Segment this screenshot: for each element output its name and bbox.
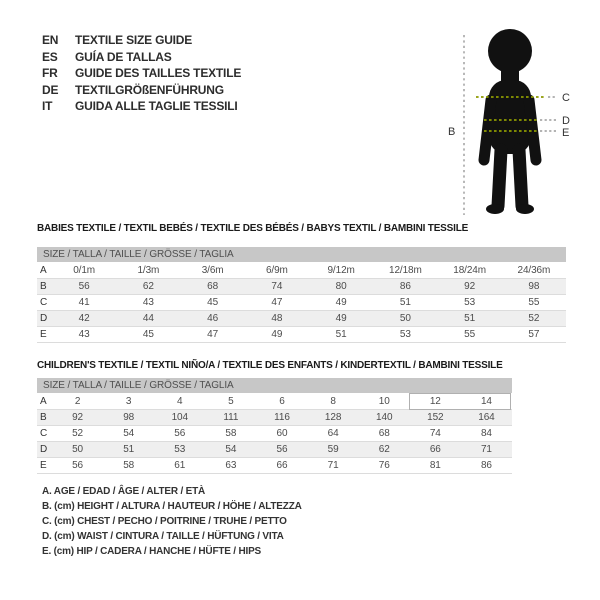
babies-table-rows xyxy=(37,263,566,343)
language-title-list xyxy=(42,32,241,115)
table-cell: 14 xyxy=(480,396,492,407)
table-cell: 42 xyxy=(78,313,90,324)
table-cell: 71 xyxy=(327,460,339,471)
table-cell: 6 xyxy=(279,396,285,407)
height-label: B xyxy=(448,126,456,138)
table-row-d xyxy=(37,311,566,327)
row-label: E xyxy=(40,329,47,340)
language-row-en xyxy=(42,32,241,49)
table-row-c xyxy=(37,426,512,442)
legend-chest: C. (cm) CHEST / PECHO / POITRINE / TRUHE / PETTO xyxy=(42,516,287,527)
table-row-a xyxy=(37,263,566,279)
table-cell: 80 xyxy=(335,281,347,292)
row-label: C xyxy=(40,428,48,439)
language-code: ES xyxy=(42,49,58,64)
table-cell: 53 xyxy=(399,329,411,340)
language-row-es xyxy=(42,49,241,66)
table-cell: 152 xyxy=(427,412,444,423)
table-cell: 48 xyxy=(271,313,283,324)
children-table-rows xyxy=(37,394,512,474)
table-cell: 86 xyxy=(399,281,411,292)
table-cell: 140 xyxy=(376,412,393,423)
table-cell: 43 xyxy=(142,297,154,308)
table-cell: 74 xyxy=(271,281,283,292)
table-cell: 128 xyxy=(324,412,342,423)
table-cell: 56 xyxy=(276,444,288,455)
row-label: C xyxy=(40,297,48,308)
table-cell: 98 xyxy=(528,281,540,292)
table-cell: 41 xyxy=(78,297,90,308)
table-cell: 164 xyxy=(478,412,495,423)
children-table-title: CHILDREN'S TEXTILE / TEXTIL NIÑO/A / TEXTILE DES ENFANTS / KINDERTEXTIL / BAMBINI TESSILE xyxy=(37,360,503,371)
table-cell: 9/12m xyxy=(327,265,355,276)
row-label: D xyxy=(40,313,48,324)
table-cell: 55 xyxy=(528,297,540,308)
table-cell: 10 xyxy=(378,396,390,407)
torso-shape xyxy=(489,80,531,154)
table-cell: 54 xyxy=(225,444,237,455)
table-cell: 81 xyxy=(429,460,441,471)
table-cell: 50 xyxy=(72,444,84,455)
table-cell: 104 xyxy=(171,412,188,423)
child-figure-svg xyxy=(440,18,596,220)
left-leg-shape xyxy=(498,150,501,206)
table-row-b xyxy=(37,410,512,426)
row-label: B xyxy=(40,281,47,292)
table-cell: 43 xyxy=(78,329,90,340)
language-code: IT xyxy=(42,99,53,114)
table-cell: 86 xyxy=(480,460,492,471)
left-foot-shape xyxy=(486,204,504,214)
right-leg-shape xyxy=(519,150,522,206)
row-label: B xyxy=(40,412,47,423)
table-cell: 4 xyxy=(177,396,183,407)
children-size-table xyxy=(37,378,512,474)
table-cell: 2 xyxy=(74,396,81,407)
table-cell: 58 xyxy=(123,460,135,471)
table-cell: 0/1m xyxy=(73,265,96,276)
table-cell: 66 xyxy=(276,460,288,471)
table-cell: 47 xyxy=(207,329,219,340)
language-code: DE xyxy=(42,82,59,97)
table-cell: 60 xyxy=(276,428,288,439)
table-cell: 116 xyxy=(274,412,290,423)
legend-hip: E. (cm) HIP / CADERA / HANCHE / HÜFTE / HIPS xyxy=(42,546,262,557)
table-row-e xyxy=(37,458,512,474)
language-row-fr xyxy=(42,65,241,82)
language-row-de xyxy=(42,82,241,99)
table-cell: 8 xyxy=(330,396,336,407)
table-cell: 44 xyxy=(142,313,154,324)
hip-label: E xyxy=(562,127,570,139)
table-cell: 55 xyxy=(464,329,476,340)
language-title: TEXTILGRÖßENFÜHRUNG xyxy=(75,82,224,97)
table-cell: 52 xyxy=(528,313,540,324)
language-title: GUIDA ALLE TAGLIE TESSILI xyxy=(75,99,238,114)
babies-table-header: SIZE / TALLA / TAILLE / GRÖSSE / TAGLIA xyxy=(37,247,566,263)
table-cell: 61 xyxy=(174,460,186,471)
babies-size-table xyxy=(37,247,566,343)
table-cell: 3/6m xyxy=(201,265,224,276)
head-shape xyxy=(488,29,532,73)
table-cell: 62 xyxy=(142,281,154,292)
table-row-b xyxy=(37,279,566,295)
language-title: GUIDE DES TAILLES TEXTILE xyxy=(75,66,242,81)
table-cell: 45 xyxy=(142,329,154,340)
language-row-it xyxy=(42,98,241,115)
table-cell: 46 xyxy=(207,313,219,324)
table-row-a xyxy=(37,394,512,410)
table-cell: 5 xyxy=(228,396,234,407)
left-arm-shape xyxy=(484,100,491,160)
row-label: D xyxy=(40,444,48,455)
table-row-d xyxy=(37,442,512,458)
table-cell: 53 xyxy=(464,297,476,308)
babies-table-title: BABIES TEXTILE / TEXTIL BEBÉS / TEXTILE DES BÉBÉS / BABYS TEXTIL / BAMBINI TESSILE xyxy=(37,223,469,234)
table-cell: 62 xyxy=(378,444,390,455)
table-cell: 12/18m xyxy=(388,265,422,276)
row-label: A xyxy=(40,265,47,276)
row-label: A xyxy=(40,396,47,407)
table-cell: 58 xyxy=(225,428,237,439)
table-cell: 6/9m xyxy=(265,265,288,276)
legend-waist: D. (cm) WAIST / CINTURA / TAILLE / HÜFTUNG / VITA xyxy=(42,531,284,542)
row-label: E xyxy=(40,460,47,471)
table-cell: 71 xyxy=(480,444,492,455)
table-cell: 51 xyxy=(335,329,347,340)
language-code: EN xyxy=(42,33,59,48)
right-foot-shape xyxy=(516,204,534,214)
table-row-c xyxy=(37,295,566,311)
table-cell: 18/24m xyxy=(453,265,486,276)
table-cell: 12 xyxy=(429,396,441,407)
table-cell: 57 xyxy=(528,329,540,340)
table-cell: 74 xyxy=(429,428,441,439)
table-cell: 3 xyxy=(125,396,132,407)
child-silhouette xyxy=(484,29,536,214)
table-cell: 24/36m xyxy=(517,265,551,276)
table-cell: 1/3m xyxy=(137,265,160,276)
table-cell: 51 xyxy=(123,444,135,455)
waist-label: D xyxy=(562,115,570,127)
measurement-legend xyxy=(42,484,302,559)
legend-height: B. (cm) HEIGHT / ALTURA / HAUTEUR / HÖHE / ALTEZZA xyxy=(42,501,302,512)
table-cell: 68 xyxy=(207,281,219,292)
right-arm-shape xyxy=(529,100,536,160)
table-cell: 45 xyxy=(207,297,219,308)
table-cell: 84 xyxy=(480,428,492,439)
table-cell: 51 xyxy=(399,297,411,308)
table-cell: 50 xyxy=(399,313,411,324)
table-cell: 47 xyxy=(271,297,283,308)
legend-age: A. AGE / EDAD / ÂGE / ALTER / ETÀ xyxy=(42,486,206,497)
table-cell: 49 xyxy=(271,329,283,340)
table-cell: 111 xyxy=(223,412,239,423)
table-row-e xyxy=(37,327,566,343)
table-cell: 51 xyxy=(464,313,476,324)
table-cell: 68 xyxy=(378,428,390,439)
table-cell: 92 xyxy=(72,412,84,423)
table-cell: 63 xyxy=(225,460,237,471)
table-cell: 56 xyxy=(78,281,90,292)
table-cell: 98 xyxy=(123,412,135,423)
table-cell: 49 xyxy=(335,297,347,308)
table-cell: 56 xyxy=(72,460,84,471)
language-title: GUÍA DE TALLAS xyxy=(75,49,172,64)
table-cell: 49 xyxy=(335,313,347,324)
table-cell: 64 xyxy=(327,428,339,439)
table-cell: 52 xyxy=(72,428,84,439)
table-cell: 76 xyxy=(378,460,390,471)
children-table-header: SIZE / TALLA / TAILLE / GRÖSSE / TAGLIA xyxy=(37,378,512,394)
table-cell: 66 xyxy=(429,444,441,455)
table-cell: 92 xyxy=(464,281,476,292)
chest-label: C xyxy=(562,92,570,104)
language-code: FR xyxy=(42,66,58,81)
table-cell: 56 xyxy=(174,428,186,439)
child-measurement-figure xyxy=(440,18,596,220)
table-cell: 54 xyxy=(123,428,135,439)
language-title: TEXTILE SIZE GUIDE xyxy=(75,33,193,48)
table-cell: 53 xyxy=(174,444,186,455)
table-cell: 59 xyxy=(327,444,339,455)
